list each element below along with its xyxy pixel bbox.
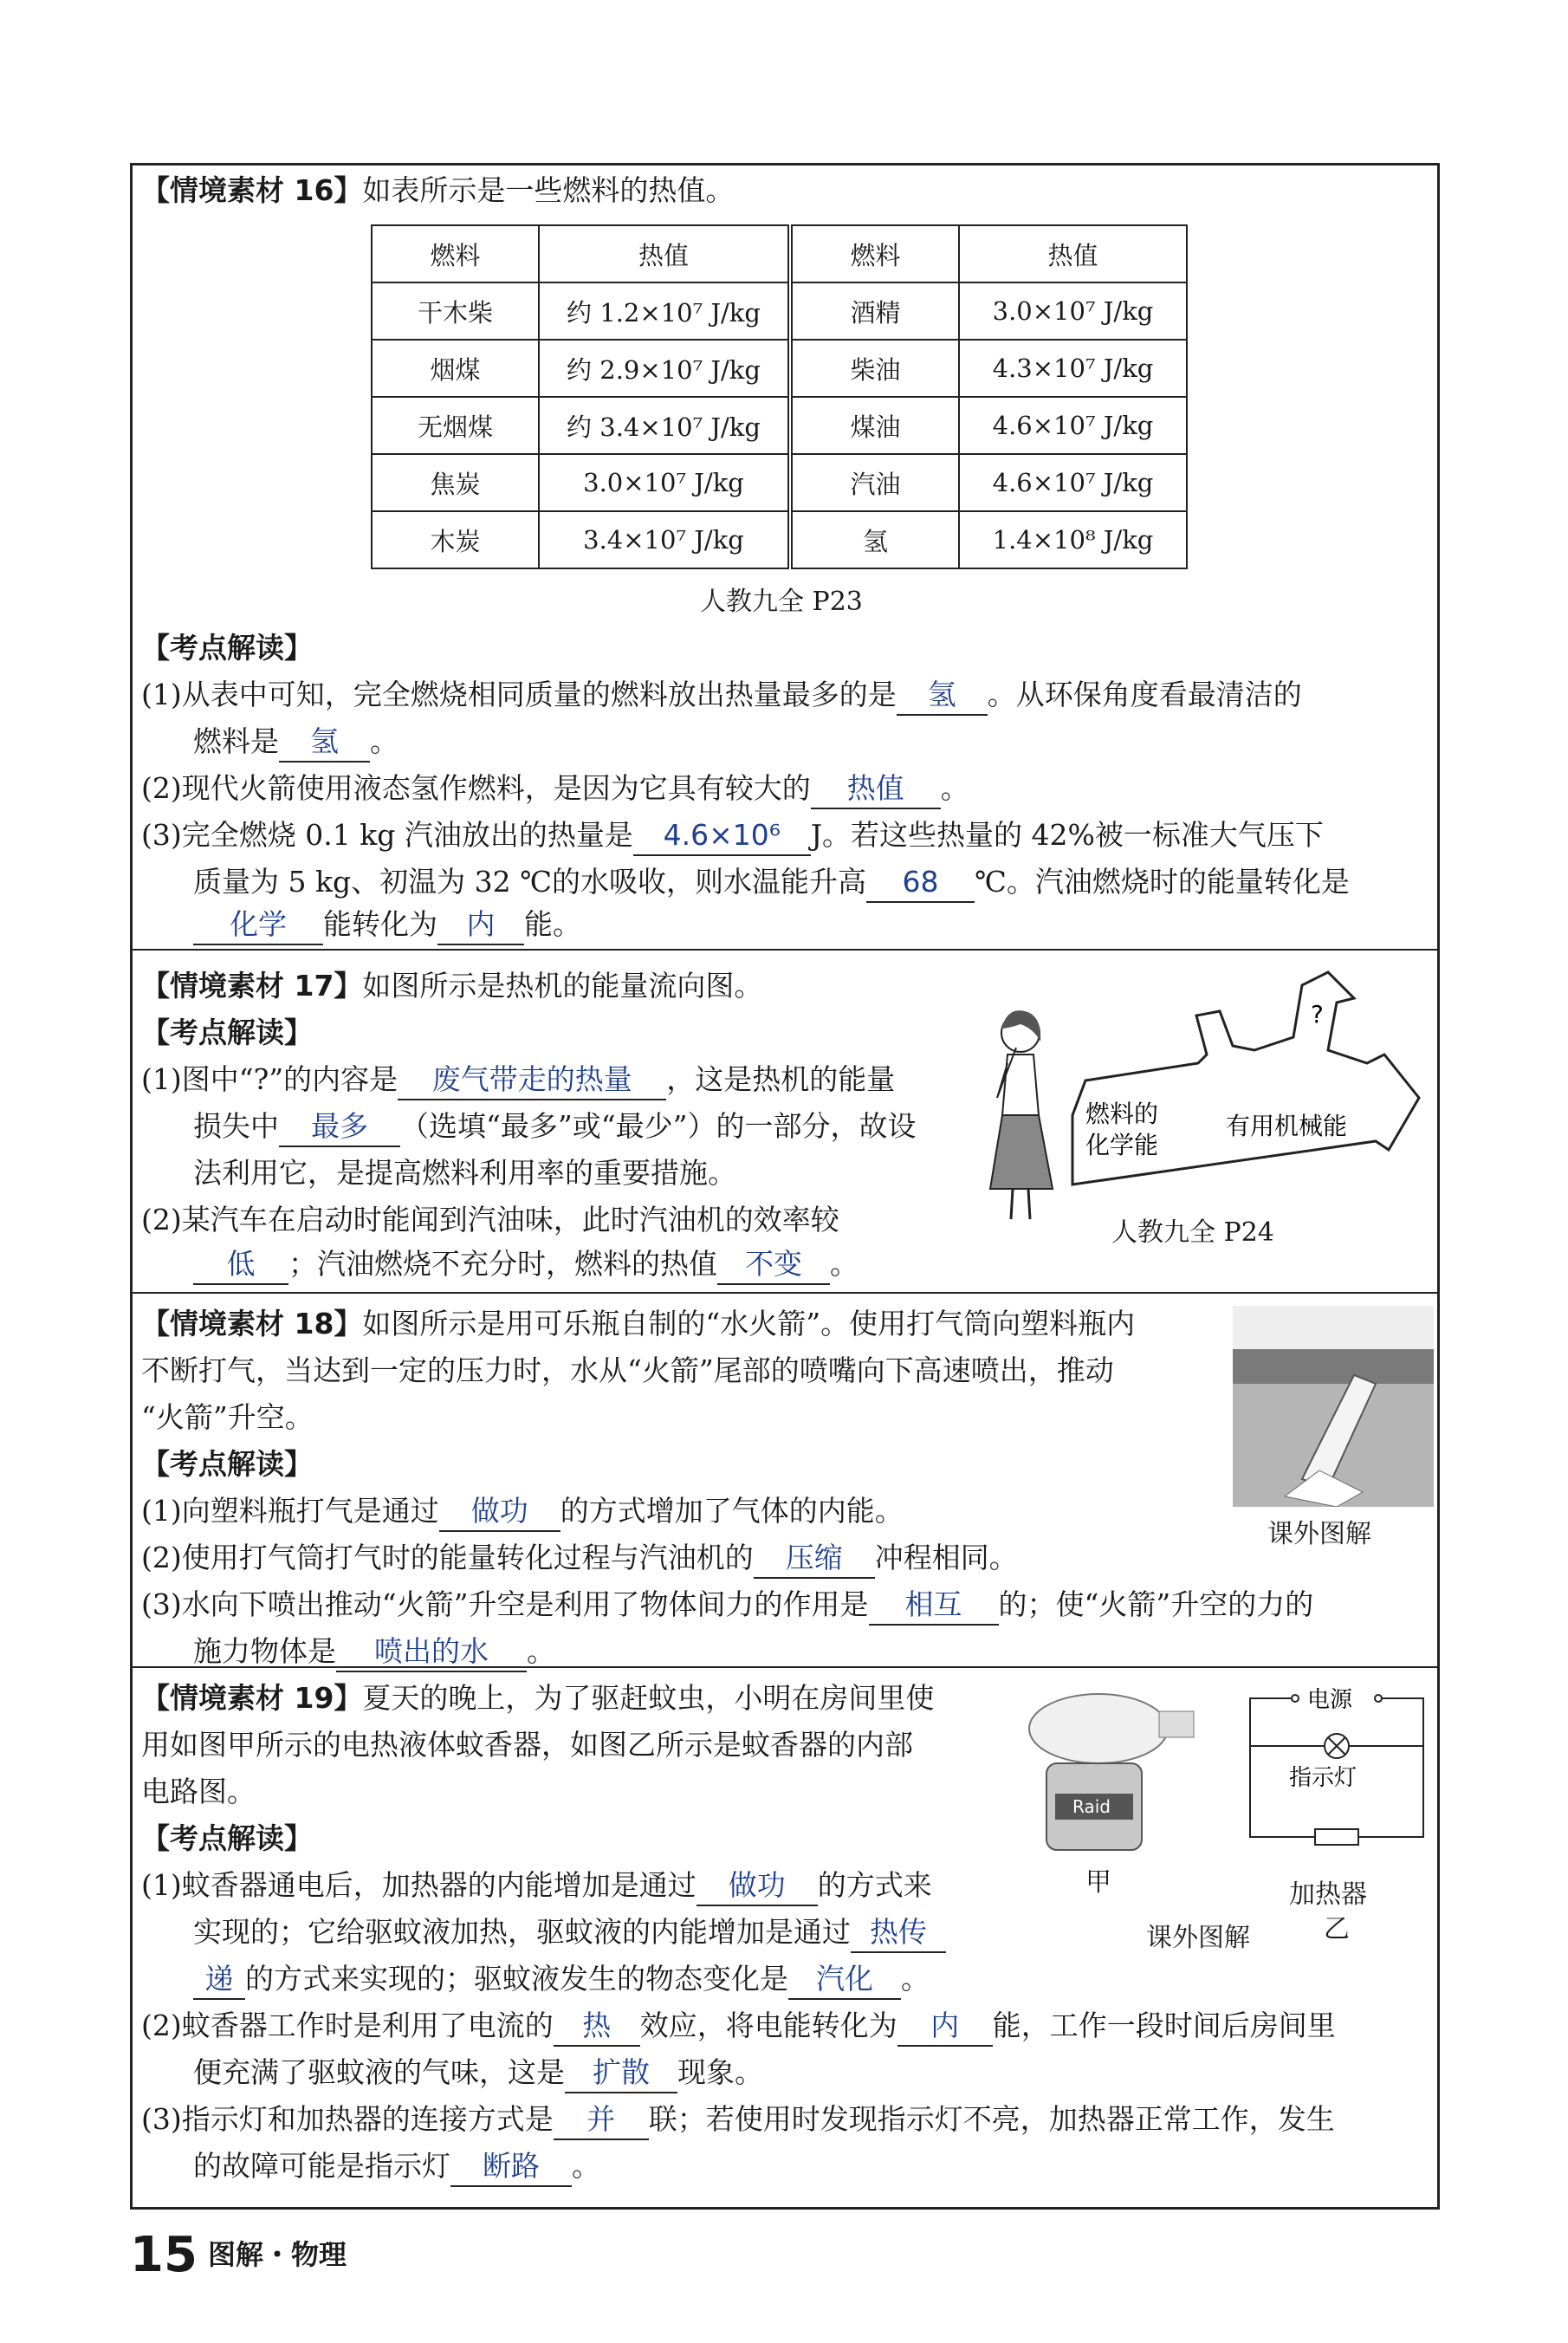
figure-source: 人教九全 P24 xyxy=(1111,1217,1274,1248)
figure-label-a: 甲 xyxy=(1085,1867,1111,1898)
section-title: 【情境素材 19】 xyxy=(141,1681,363,1715)
question-text: (2)现代火箭使用液态氢作燃料，是因为它具有较大的 xyxy=(141,771,811,805)
question-text: 效应，将电能转化为 xyxy=(639,2009,897,2042)
girl-illustration xyxy=(973,1003,1068,1228)
question-text: (1)图中“?”的内容是 xyxy=(141,1062,398,1096)
answer-blank: 热 xyxy=(554,2007,640,2047)
question-text: (1)蚊香器通电后，加热器的内能增加是通过 xyxy=(141,1868,697,1902)
section-text: “火箭”升空。 xyxy=(141,1400,314,1434)
question-text: （选填“最多”或“最少”）的一部分，故设 xyxy=(400,1109,917,1143)
answer-blank: 氢 xyxy=(897,676,988,716)
section-title: 【情境素材 17】 xyxy=(141,969,363,1003)
answer-blank: 不变 xyxy=(717,1245,830,1285)
table-cell: 酒精 xyxy=(790,282,959,340)
answer-blank: 热值 xyxy=(811,769,941,809)
answer-blank: 内 xyxy=(437,905,524,945)
answer-blank: 扩散 xyxy=(565,2054,677,2093)
question-text: 。从环保角度看最清洁的 xyxy=(987,678,1302,711)
table-cell: 4.6×10⁷ J/kg xyxy=(959,397,1187,454)
table-cell: 约 1.2×10⁷ J/kg xyxy=(539,282,790,340)
question-text: 的故障可能是指示灯 xyxy=(193,2149,450,2183)
question-text: 。 xyxy=(370,724,398,758)
question-text: J。若这些热量的 42%被一标准大气压下 xyxy=(810,818,1324,852)
table-cell: 柴油 xyxy=(790,340,959,397)
section-text: 用如图甲所示的电热液体蚊香器，如图乙所示是蚊香器的内部 xyxy=(141,1728,913,1762)
answer-blank: 喷出的水 xyxy=(336,1632,527,1672)
question-text: (3)完全燃烧 0.1 kg 汽油放出的热量是 xyxy=(141,818,633,852)
question-text: 的方式来实现的；驱蚊液发生的物态变化是 xyxy=(245,1962,788,1996)
section-text: 夏天的晚上，为了驱赶蚊虫，小明在房间里使 xyxy=(362,1681,935,1715)
table-row xyxy=(372,454,1187,511)
table-header: 燃料 xyxy=(372,225,539,282)
question-text: (3)水向下喷出推动“火箭”升空是利用了物体间力的作用是 xyxy=(141,1587,869,1621)
table-cell: 烟煤 xyxy=(372,340,539,397)
table-cell: 木炭 xyxy=(372,511,539,568)
question-text: (2)蚊香器工作时是利用了电流的 xyxy=(141,2009,554,2042)
table-cell: 4.6×10⁷ J/kg xyxy=(959,454,1187,511)
power-label: 电源 xyxy=(1307,1687,1353,1713)
analysis-heading: 【考点解读】 xyxy=(141,1016,313,1049)
table-cell: 3.4×10⁷ J/kg xyxy=(539,511,790,568)
table-cell: 3.0×10⁷ J/kg xyxy=(539,454,790,511)
answer-blank: 废气带走的热量 xyxy=(398,1061,666,1100)
analysis-heading: 【考点解读】 xyxy=(141,631,313,665)
lamp-label: 指示灯 xyxy=(1289,1765,1357,1791)
question-mark-label: ? xyxy=(1311,1000,1324,1029)
circuit-diagram xyxy=(1241,1677,1441,1859)
question-text: ，这是热机的能量 xyxy=(666,1062,896,1096)
answer-blank: 低 xyxy=(193,1245,288,1285)
section-intro: 如表所示是一些燃料的热值。 xyxy=(362,173,735,207)
answer-blank: 压缩 xyxy=(754,1539,875,1579)
bottle-label: Raid xyxy=(1072,1796,1111,1817)
question-text: 便充满了驱蚊液的气味，这是 xyxy=(193,2055,565,2089)
page-footer xyxy=(130,2227,347,2283)
figure-caption: 课外图解 xyxy=(1146,1923,1250,1953)
question-text: 的方式来 xyxy=(817,1868,932,1902)
answer-blank: 并 xyxy=(554,2100,649,2140)
question-text: 冲程相同。 xyxy=(874,1541,1018,1574)
question-text: 的方式增加了气体的内能。 xyxy=(560,1494,904,1528)
fuel-energy-label: 化学能 xyxy=(1085,1131,1159,1159)
table-row xyxy=(372,511,1187,568)
page-frame xyxy=(130,163,1440,2210)
mosquito-repellent-photo xyxy=(1020,1685,1202,1859)
question-text: ；汽油燃烧不充分时，燃料的热值 xyxy=(288,1247,717,1281)
table-cell: 约 3.4×10⁷ J/kg xyxy=(539,397,790,454)
answer-blank: 断路 xyxy=(450,2147,572,2187)
answer-blank: 内 xyxy=(897,2007,993,2047)
heater-label: 加热器 xyxy=(1289,1879,1367,1910)
book-title: 图解・物理 xyxy=(207,2238,347,2271)
analysis-heading: 【考点解读】 xyxy=(141,1821,313,1855)
figure-label-b: 乙 xyxy=(1324,1914,1350,1944)
answer-blank: 递 xyxy=(193,1960,245,2000)
question-text: 实现的；它给驱蚊液加热，驱蚊液的内能增加是通过 xyxy=(193,1915,851,1949)
question-text: 。 xyxy=(527,1634,555,1668)
table-cell: 约 2.9×10⁷ J/kg xyxy=(539,340,790,397)
table-source: 人教九全 P23 xyxy=(700,587,863,617)
question-text: 现象。 xyxy=(677,2055,763,2089)
table-cell: 3.0×10⁷ J/kg xyxy=(959,282,1187,340)
table-cell: 氢 xyxy=(790,511,959,568)
section-title: 【情境素材 18】 xyxy=(141,1307,363,1340)
fuel-heat-table xyxy=(371,224,1188,569)
fuel-energy-label: 燃料的 xyxy=(1085,1100,1159,1128)
energy-flow-diagram xyxy=(1068,968,1441,1193)
answer-blank: 汽化 xyxy=(788,1960,901,2000)
question-text: (2)某汽车在启动时能闻到汽油味，此时汽油机的效率较 xyxy=(141,1203,839,1236)
useful-energy-label: 有用机械能 xyxy=(1226,1112,1348,1140)
section-text: 不断打气，当达到一定的压力时，水从“火箭”尾部的喷嘴向下高速喷出，推动 xyxy=(141,1353,1114,1387)
answer-blank: 4.6×10⁶ xyxy=(633,816,811,856)
table-cell: 焦炭 xyxy=(372,454,539,511)
table-cell: 4.3×10⁷ J/kg xyxy=(959,340,1187,397)
question-text: 。 xyxy=(901,1962,930,1996)
section-19 xyxy=(133,1668,1437,2212)
question-text: 联；若使用时发现指示灯不亮，加热器正常工作，发生 xyxy=(648,2102,1335,2136)
table-cell: 1.4×10⁸ J/kg xyxy=(959,511,1187,568)
question-text: 法利用它，是提高燃料利用率的重要措施。 xyxy=(193,1156,736,1190)
heater-resistor-icon xyxy=(1315,1829,1358,1845)
page-number: 15 xyxy=(130,2227,198,2283)
table-header-row xyxy=(372,225,1187,282)
table-cell: 干木柴 xyxy=(372,282,539,340)
table-header: 热值 xyxy=(539,225,790,282)
answer-blank: 氢 xyxy=(279,723,370,763)
question-text: 。 xyxy=(830,1247,859,1281)
question-text: 质量为 5 kg、初温为 32 ℃的水吸收，则水温能升高 xyxy=(193,865,866,899)
answer-blank: 热传 xyxy=(851,1913,946,1953)
question-text: (2)使用打气筒打气时的能量转化过程与汽油机的 xyxy=(141,1541,754,1574)
section-intro: 如图所示是热机的能量流向图。 xyxy=(362,969,763,1003)
table-row xyxy=(372,340,1187,397)
table-cell: 汽油 xyxy=(790,454,959,511)
answer-blank: 化学 xyxy=(193,905,323,945)
answer-blank: 做功 xyxy=(697,1866,818,1906)
section-16 xyxy=(133,166,1437,951)
question-text: ℃。汽油燃烧时的能量转化是 xyxy=(974,865,1350,899)
question-text: 施力物体是 xyxy=(193,1634,336,1668)
section-text: 电路图。 xyxy=(141,1775,256,1808)
table-cell: 无烟煤 xyxy=(372,397,539,454)
table-cell: 煤油 xyxy=(790,397,959,454)
section-title: 【情境素材 16】 xyxy=(141,173,363,207)
table-header: 热值 xyxy=(959,225,1187,282)
section-text: 如图所示是用可乐瓶自制的“水火箭”。使用打气筒向塑料瓶内 xyxy=(362,1307,1136,1340)
section-18 xyxy=(133,1294,1437,1668)
question-text: 的；使“火箭”升空的力的 xyxy=(998,1587,1314,1621)
table-row xyxy=(372,397,1187,454)
question-text: 。 xyxy=(572,2149,600,2183)
question-text: (1)从表中可知，完全燃烧相同质量的燃料放出热量最多的是 xyxy=(141,678,897,711)
question-text: (3)指示灯和加热器的连接方式是 xyxy=(141,2102,554,2136)
question-text: 。 xyxy=(940,771,969,805)
table-row xyxy=(372,282,1187,340)
question-text: 能转化为 xyxy=(323,907,437,941)
question-text: 燃料是 xyxy=(193,724,279,758)
question-text: (1)向塑料瓶打气是通过 xyxy=(141,1494,439,1528)
analysis-heading: 【考点解读】 xyxy=(141,1447,313,1481)
answer-blank: 最多 xyxy=(279,1107,400,1147)
table-header: 燃料 xyxy=(790,225,959,282)
answer-blank: 68 xyxy=(866,863,975,903)
water-rocket-photo xyxy=(1233,1306,1434,1507)
section-17 xyxy=(133,951,1437,1294)
question-text: 损失中 xyxy=(193,1109,279,1143)
question-text: 能，工作一段时间后房间里 xyxy=(992,2009,1336,2042)
answer-blank: 相互 xyxy=(869,1586,999,1626)
answer-blank: 做功 xyxy=(439,1492,560,1532)
question-text: 能。 xyxy=(524,907,581,941)
figure-caption: 课外图解 xyxy=(1267,1519,1371,1549)
